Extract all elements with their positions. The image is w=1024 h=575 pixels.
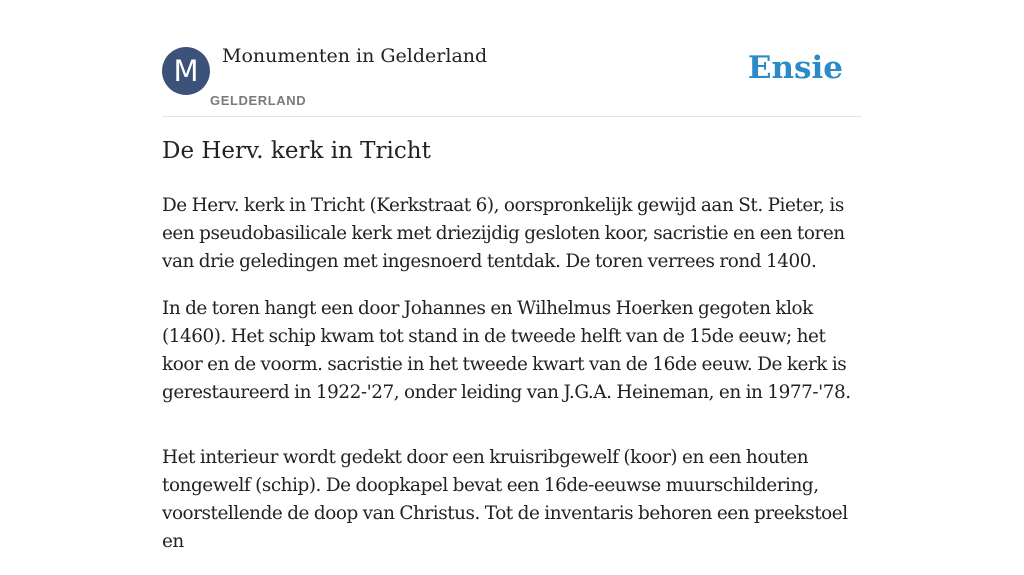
header [162,0,862,117]
brand-logo[interactable]: Ensie [747,50,843,86]
site-title[interactable]: Monumenten in Gelderland [222,45,488,67]
category-label[interactable]: GELDERLAND [210,93,307,108]
article-paragraph: De Herv. kerk in Tricht (Kerkstraat 6), oorspronkelijk gewijd aan St. Pieter, is een pseudobasilicale kerk met driezijdig gesloten koor, sacristie en een toren van drie geledingen met ingesnoerd tentdak. De toren verrees rond 1400. [162,195,845,272]
article-paragraph: In de toren hangt een door Johannes en Wilhelmus Hoerken gegoten klok (1460). Het schip kwam tot stand in de tweede helft van de 15de eeuw; het koor en de voorm. sacristie in het tweede kwart van de 16de eeuw. De kerk is gerestaureerd in 1922-'27, onder leiding van J.G.A. Heineman, en in 1977-'78. [162,298,851,403]
article-body [162,192,862,575]
article-paragraph: Het interieur wordt gedekt door een kruisribgewelf (koor) en een houten tongewelf (schip). De doopkapel bevat een 16de-eeuwse muurschildering, voorstellende de doop van Christus. Tot de inventaris behoren een preekstoel en [162,447,848,552]
article-title: De Herv. kerk in Tricht [162,138,431,164]
avatar[interactable]: M [162,47,210,95]
